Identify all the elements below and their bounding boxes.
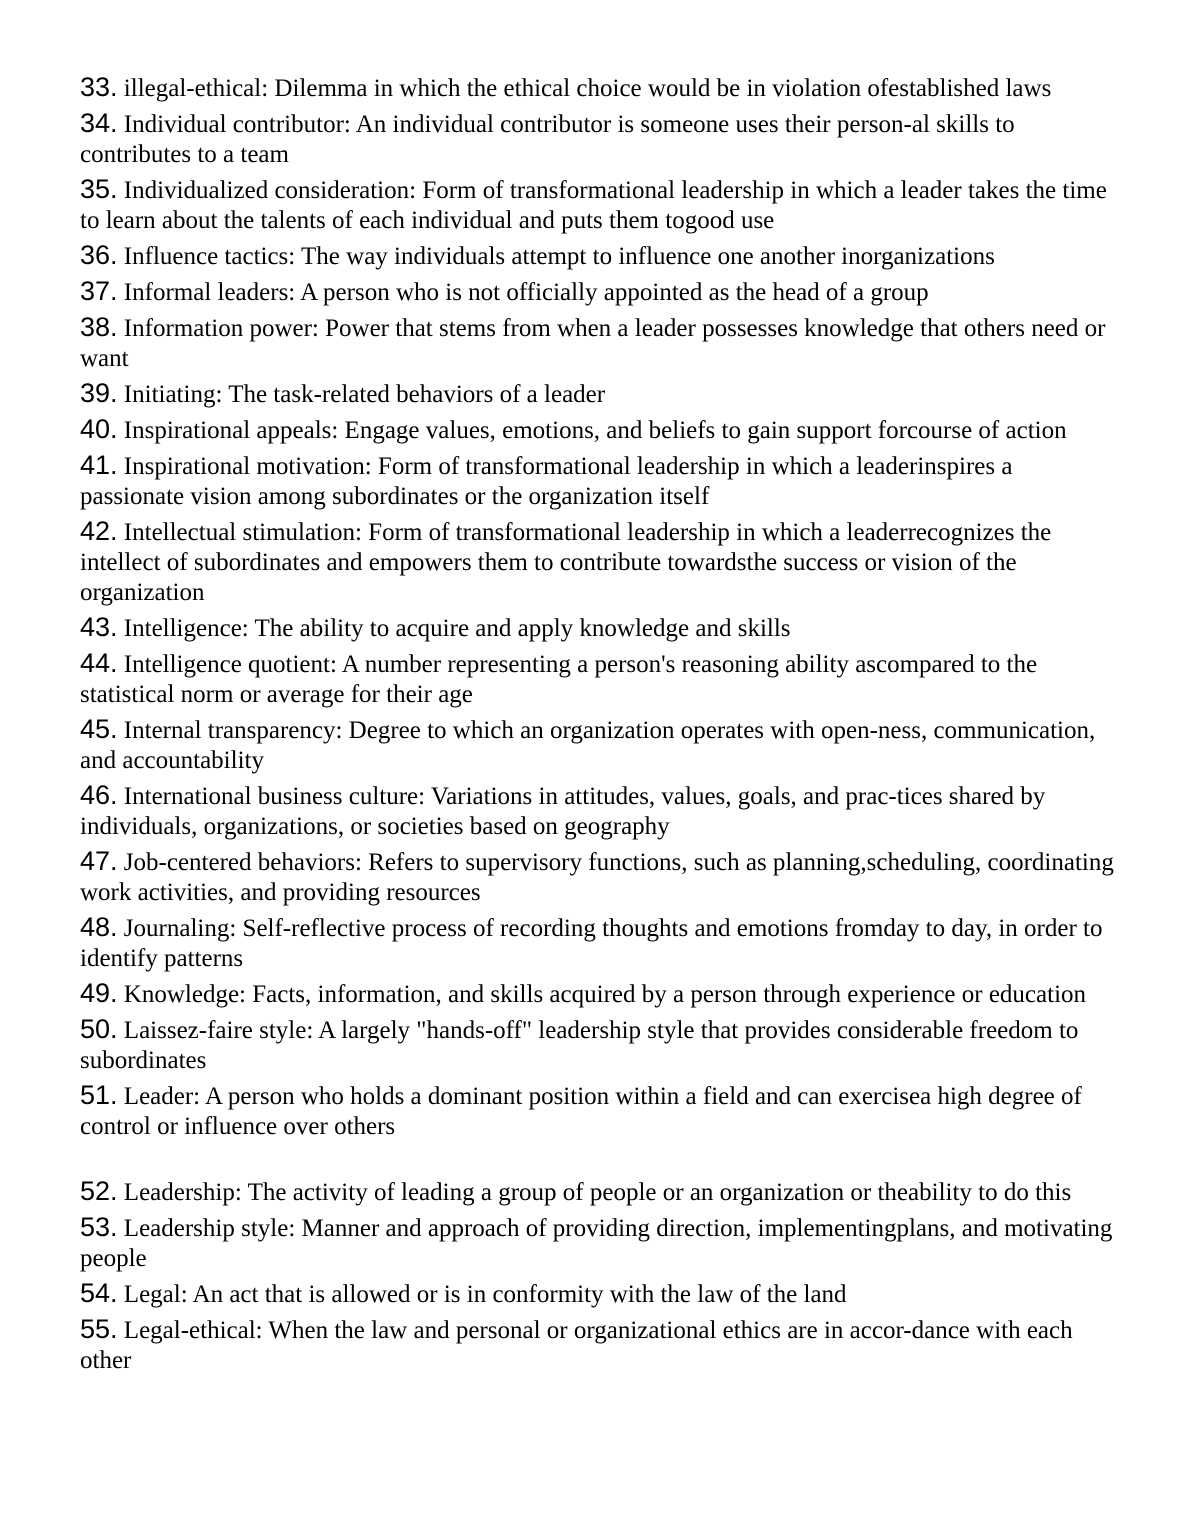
glossary-entry-34 <box>80 108 1120 170</box>
entry-number: 41. <box>80 450 118 480</box>
glossary-entry-49 <box>80 978 1120 1010</box>
entry-text: Informal leaders: A person who is not officially appointed as the head of a group <box>123 279 929 306</box>
entry-number: 49. <box>80 978 118 1008</box>
entry-number: 39. <box>80 378 118 408</box>
entry-text: Intellectual stimulation: Form of transformational leadership in which a leaderrecognizes the intellect of subordinates and empowers them to contribute towardsthe success or vision of the organization <box>80 519 1052 606</box>
entry-text: Intelligence quotient: A number representing a person's reasoning ability ascompared to the statistical norm or average for their age <box>80 651 1038 708</box>
glossary-entry-39 <box>80 378 1120 410</box>
entry-number: 47. <box>80 846 118 876</box>
entry-number: 48. <box>80 912 118 942</box>
entry-text: Legal-ethical: When the law and personal or organizational ethics are in accor-dance with each other <box>80 1317 1073 1374</box>
glossary-entry-33 <box>80 72 1120 104</box>
glossary-entry-36 <box>80 240 1120 272</box>
entry-text: Leadership: The activity of leading a group of people or an organization or theability to do this <box>123 1179 1072 1206</box>
glossary-entry-48 <box>80 912 1120 974</box>
entry-text: Inspirational motivation: Form of transformational leadership in which a leaderinspires a passionate vision among subordinates or the organization itself <box>80 453 1013 510</box>
glossary-entry-47 <box>80 846 1120 908</box>
glossary-entry-37 <box>80 276 1120 308</box>
entry-text: Inspirational appeals: Engage values, emotions, and beliefs to gain support forcourse of action <box>123 417 1067 444</box>
entry-number: 46. <box>80 780 118 810</box>
entry-number: 55. <box>80 1314 118 1344</box>
glossary-entry-38 <box>80 312 1120 374</box>
entry-text: Individual contributor: An individual contributor is someone uses their person-al skills to contributes to a team <box>80 111 1015 168</box>
entry-text: Job-centered behaviors: Refers to supervisory functions, such as planning,scheduling, coordinating work activities, and providing resources <box>80 849 1114 906</box>
entry-text: Legal: An act that is allowed or is in conformity with the law of the land <box>123 1281 847 1308</box>
glossary-entry-52 <box>80 1176 1120 1208</box>
entry-number: 51. <box>80 1080 118 1110</box>
entry-number: 50. <box>80 1014 118 1044</box>
glossary-entry-45 <box>80 714 1120 776</box>
entry-number: 36. <box>80 240 118 270</box>
entry-number: 43. <box>80 612 118 642</box>
entry-number: 45. <box>80 714 118 744</box>
glossary-entry-55 <box>80 1314 1120 1376</box>
entry-number: 42. <box>80 516 118 546</box>
entry-number: 38. <box>80 312 118 342</box>
entry-text: Leadership style: Manner and approach of providing direction, implementingplans, and motivating people <box>80 1215 1113 1272</box>
entry-text: Influence tactics: The way individuals attempt to influence one another inorganizations <box>123 243 995 270</box>
glossary-page <box>80 72 1120 1380</box>
entry-text: Leader: A person who holds a dominant position within a field and can exercisea high degree of control or influence over others <box>80 1083 1082 1140</box>
entry-text: Internal transparency: Degree to which an organization operates with open-ness, communication, and accountability <box>80 717 1096 774</box>
entry-text: Individualized consideration: Form of transformational leadership in which a leader takes the time to learn about the talents of each individual and puts them togood use <box>80 177 1107 234</box>
entry-number: 37. <box>80 276 118 306</box>
glossary-entry-43 <box>80 612 1120 644</box>
glossary-entry-46 <box>80 780 1120 842</box>
entry-text: Knowledge: Facts, information, and skills acquired by a person through experience or education <box>123 981 1087 1008</box>
glossary-entry-40 <box>80 414 1120 446</box>
glossary-entry-54 <box>80 1278 1120 1310</box>
entry-text: Information power: Power that stems from when a leader possesses knowledge that others need or want <box>80 315 1106 372</box>
entry-number: 44. <box>80 648 118 678</box>
entry-text: Initiating: The task-related behaviors of a leader <box>123 381 606 408</box>
entry-number: 33. <box>80 72 118 102</box>
entry-number: 53. <box>80 1212 118 1242</box>
entry-number: 40. <box>80 414 118 444</box>
entry-text: International business culture: Variations in attitudes, values, goals, and prac-tices shared by individuals, organizations, or societies based on geography <box>80 783 1046 840</box>
glossary-entry-44 <box>80 648 1120 710</box>
entry-number: 54. <box>80 1278 118 1308</box>
glossary-entry-50 <box>80 1014 1120 1076</box>
entry-number: 34. <box>80 108 118 138</box>
glossary-entry-41 <box>80 450 1120 512</box>
glossary-entry-53 <box>80 1212 1120 1274</box>
entry-text: Journaling: Self-reflective process of recording thoughts and emotions fromday to day, in order to identify patterns <box>80 915 1103 972</box>
glossary-entry-51 <box>80 1080 1120 1142</box>
entry-text: illegal-ethical: Dilemma in which the ethical choice would be in violation ofestablished laws <box>123 75 1052 102</box>
glossary-entry-35 <box>80 174 1120 236</box>
entry-text: Laissez-faire style: A largely "hands-off" leadership style that provides considerable freedom to subordinates <box>80 1017 1079 1074</box>
entry-number: 52. <box>80 1176 118 1206</box>
glossary-entry-42 <box>80 516 1120 608</box>
entry-number: 35. <box>80 174 118 204</box>
entry-text: Intelligence: The ability to acquire and apply knowledge and skills <box>123 615 791 642</box>
